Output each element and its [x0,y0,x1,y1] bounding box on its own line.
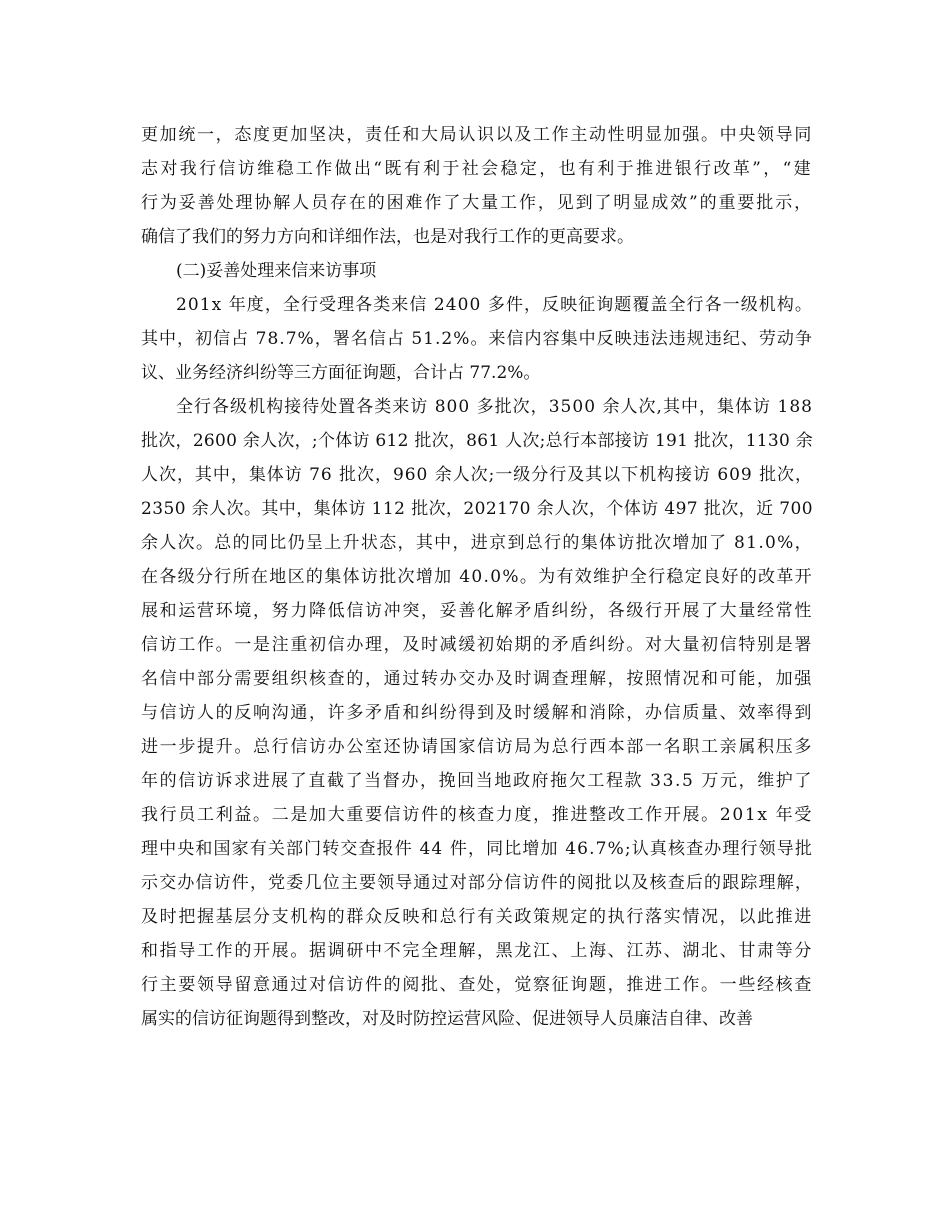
text-line: 志对我行信访维稳工作做出“既有利于社会稳定，也有利于推进银行改革”，“建 [141,159,813,179]
text-line: 名信中部分需要组织核查的，通过转办交办及时调查理解，按照情况和可能，加强 [141,669,813,689]
body-paragraph [141,118,813,254]
text-line: 其中，初信占 78.7%，署名信占 51.2%。来信内容集中反映违法违规违纪、劳动争 [141,329,813,349]
text-line: 年的信访诉求进展了直截了当督办，挽回当地政府拖欠工程款 33.5 万元，维护了 [141,771,813,791]
body-paragraph [141,288,813,390]
text-line: 及时把握基层分支机构的群众反映和总行有关政策规定的执行落实情况，以此推进 [141,907,813,927]
text-line: 在各级分行所在地区的集体访批次增加 40.0%。为有效维护全行稳定良好的改革开 [141,567,813,587]
text-line: 理中央和国家有关部门转交查报件 44 件，同比增加 46.7%;认真核查办理行领导批 [141,839,813,859]
text-line: 议、业务经济纠纷等三方面征询题，合计占 77.2%。 [141,363,541,383]
text-line: 信访工作。一是注重初信办理，及时减缓初始期的矛盾纠纷。对大量初信特别是署 [141,635,813,655]
text-line: 人次，其中，集体访 76 批次，960 余人次;一级分行及其以下机构接访 609 批次， [141,465,813,485]
text-line: 和指导工作的开展。据调研中不完全理解，黑龙江、上海、江苏、湖北、甘肃等分 [141,941,813,961]
text-line: 示交办信访件，党委几位主要领导通过对部分信访件的阅批以及核查后的跟踪理解， [141,873,813,893]
text-line: 我行员工利益。二是加大重要信访件的核查力度，推进整改工作开展。201x 年受 [141,805,813,825]
text-line: 行主要领导留意通过对信访件的阅批、查处，觉察征询题，推进工作。一些经核查 [141,975,813,995]
text-line: 更加统一，态度更加坚决，责任和大局认识以及工作主动性明显加强。中央领导同 [141,125,813,145]
text-line: 进一步提升。总行信访办公室还协请国家信访局为总行西本部一名职工亲属积压多 [141,737,813,757]
document-page [141,118,813,1036]
text-line: 确信了我们的努力方向和详细作法，也是对我行工作的更高要求。 [141,227,634,247]
text-line: 全行各级机构接待处置各类来访 800 多批次，3500 余人次,其中，集体访 188 [176,397,813,417]
text-line: 与信访人的反响沟通，许多矛盾和纠纷得到及时缓解和消除，办信质量、效率得到 [141,703,813,723]
text-line: (二)妥善处理来信来访事项 [176,261,377,281]
text-line: 201x 年度，全行受理各类来信 2400 多件，反映征询题覆盖全行各一级机构。 [176,295,813,315]
section-heading [141,254,813,288]
text-line: 行为妥善处理协解人员存在的困难作了大量工作，见到了明显成效”的重要批示， [141,193,813,213]
text-line: 属实的信访征询题得到整改，对及时防控运营风险、促进领导人员廉洁自律、改善 [141,1009,753,1029]
text-line: 余人次。总的同比仍呈上升状态，其中，进京到总行的集体访批次增加了 81.0%， [141,533,813,553]
text-line: 2350 余人次。其中，集体访 112 批次，202170 余人次，个体访 497 批次，近 700 [141,499,813,519]
text-line: 展和运营环境，努力降低信访冲突，妥善化解矛盾纠纷，各级行开展了大量经常性 [141,601,813,621]
body-paragraph [141,390,813,1036]
text-line: 批次，2600 余人次，;个体访 612 批次，861 人次;总行本部接访 191 批次，1130 余 [141,431,813,451]
